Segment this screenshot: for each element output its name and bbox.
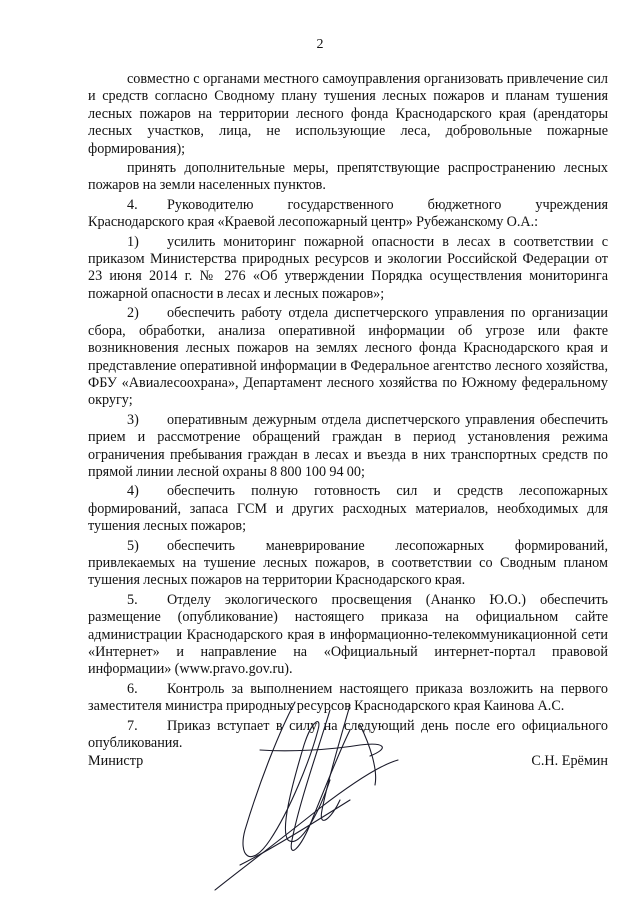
paragraph: [88, 160, 608, 195]
signatory-title: Министр: [88, 753, 144, 769]
paragraph-text: Отделу экологического просвещения (Ананко Ю.О.) обеспечить размещение (опубликование) настоящего приказа на официальном сайте администрации Краснодарского края в информационно-телекоммуникационной сети «Интернет» и направление на «Официальный интернет-портал правовой информации» (www.pravo.gov.ru).: [88, 591, 608, 678]
paragraph-number: 3): [127, 411, 139, 428]
paragraph-number: 5): [127, 537, 139, 554]
paragraph-number: 2): [127, 305, 139, 322]
signature-block: [88, 753, 608, 775]
paragraph-text: совместно с органами местного самоуправления организовать привлечение сил и средств согласно Сводному плану тушения лесных пожаров и планам тушения лесных пожаров на территории лесного фонда Краснодарского края (арендаторы лесных участков, лица, не использующие леса, добровольные пожарные формирования);: [88, 71, 608, 157]
paragraph-number: 5.: [127, 591, 138, 608]
paragraph-text: обеспечить работу отдела диспетчерского управления по организации сбора, обработки, анализа оперативной информации об угрозе или факте возникновения лесных пожаров на землях лесного фонда Краснодарского края и представление оперативной информации в Федеральное агентство лесного хозяйства, ФБУ «Авиалесоохрана», Департамент лесного хозяйства по Южному федеральному округу;: [88, 305, 608, 409]
paragraph-number: 7.: [127, 717, 138, 734]
paragraph-text: обеспечить полную готовность сил и средств лесопожарных формирований, запаса ГСМ и других расходных материалов, необходимых для тушения лесных пожаров;: [88, 483, 608, 535]
paragraph-number: 1): [127, 233, 139, 250]
signatory-name: С.Н. Ерёмин: [531, 753, 608, 769]
paragraph-text: Контроль за выполнением настоящего приказа возложить на первого заместителя министра природных ресурсов Краснодарского края Каинова А.С.: [88, 680, 608, 715]
paragraph-text: Приказ вступает в силу на следующий день после его официального опубликования.: [88, 717, 608, 752]
paragraph-text: принять дополнительные меры, препятствующие распространению лесных пожаров на земли населенных пунктов.: [88, 160, 608, 194]
paragraph-text: обеспечить маневрирование лесопожарных формирований, привлекаемых на тушение лесных пожаров, в соответствии со Сводным планом тушения лесных пожаров на территории Краснодарского края.: [88, 537, 608, 589]
paragraph: [88, 483, 608, 535]
paragraph: [88, 412, 608, 482]
paragraph: [88, 234, 608, 304]
paragraph: [88, 71, 608, 158]
paragraph: [88, 305, 608, 409]
page-number: 2: [316, 37, 324, 52]
paragraph: [88, 197, 608, 232]
document-body: [88, 71, 608, 752]
paragraph-text: Руководителю государственного бюджетного учреждения Краснодарского края «Краевой лесопожарный центр» Рубежанскому О.А.:: [88, 196, 608, 231]
paragraph-number: 4): [127, 483, 139, 500]
paragraph-text: оперативным дежурным отдела диспетчерского управления обеспечить прием и рассмотрение обращений граждан в период установления режима ограничения пребывания граждан в лесах и въезда в них транспортных средств по прямой линии лесной охраны 8 800 100 94 00;: [88, 411, 608, 480]
paragraph: [88, 538, 608, 590]
paragraph-text: усилить мониторинг пожарной опасности в лесах в соответствии с приказом Министерства природных ресурсов и экологии Российской Федерации от 23 июня 2014 г. № 276 «Об утверждении Порядка осуществления мониторинга пожарной опасности в лесах и лесных пожаров»;: [88, 233, 608, 302]
handwritten-signature: [200, 690, 400, 900]
paragraph: [88, 592, 608, 679]
paragraph-number: 4.: [127, 196, 138, 213]
paragraph-number: 6.: [127, 680, 138, 697]
